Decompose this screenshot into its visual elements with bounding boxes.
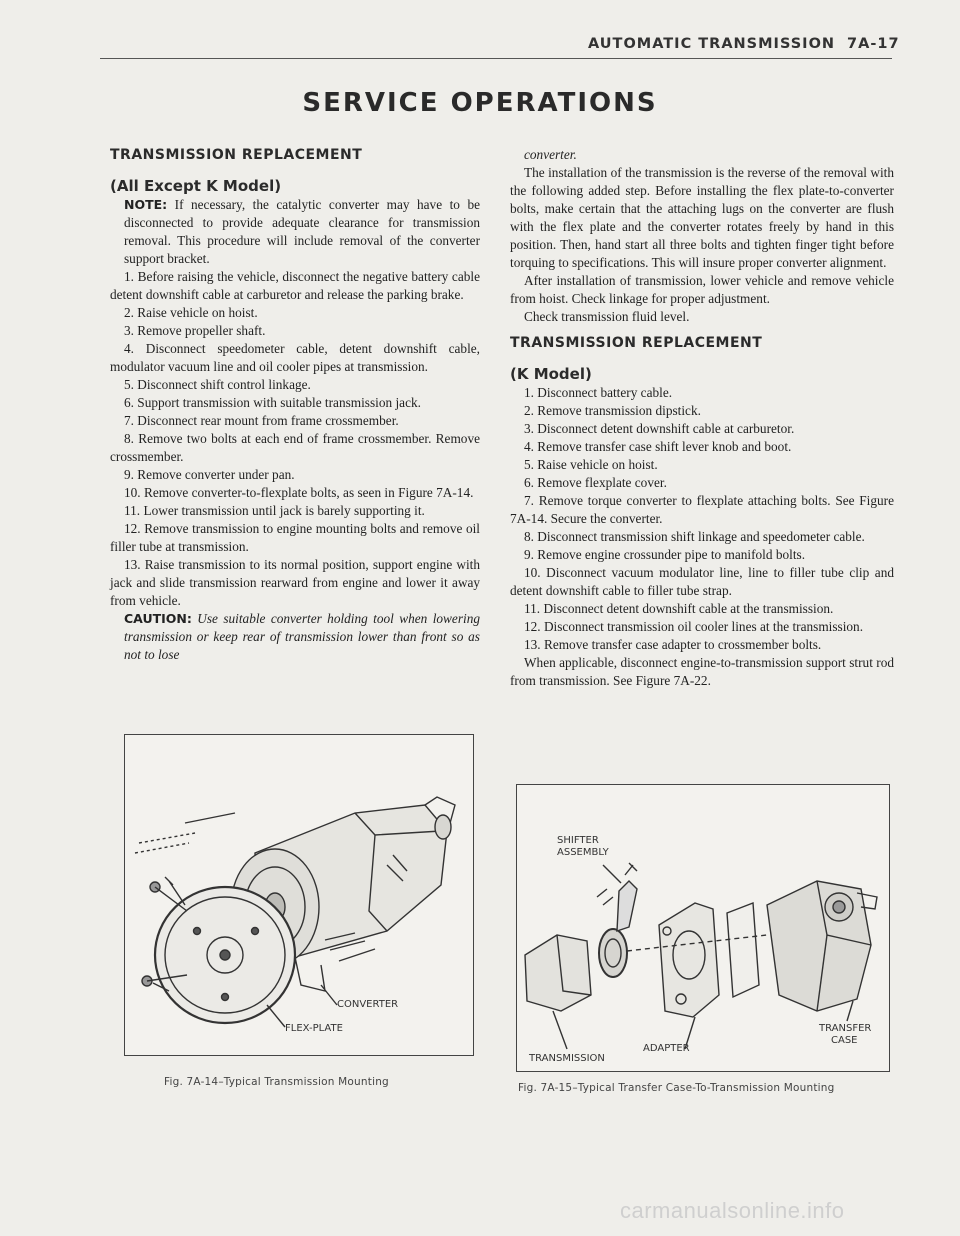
step: 11. Lower transmission until jack is barely supporting it. — [124, 503, 425, 518]
callout-transfer-line2: CASE — [831, 1035, 858, 1046]
step: 3. Remove propeller shaft. — [124, 323, 266, 338]
running-head — [588, 36, 900, 52]
step: 9. Remove engine crossunder pipe to manifold bolts. — [524, 547, 806, 562]
callout-transfer-line1: TRANSFER — [819, 1023, 872, 1034]
note-label: NOTE: — [124, 197, 168, 212]
step: 13. Remove transfer case adapter to crossmember bolts. — [524, 637, 822, 652]
step: 1. Before raising the vehicle, disconnect the negative battery cable detent downshift cable at carburetor and release the parking brake. — [110, 269, 480, 302]
step: 2. Raise vehicle on hoist. — [124, 305, 258, 320]
header-rule — [100, 58, 892, 59]
watermark: carmanualsonline.info — [620, 1198, 845, 1223]
check-fluid-paragraph: Check transmission fluid level. — [524, 309, 690, 324]
callout-converter: CONVERTER — [337, 999, 399, 1010]
step: 10. Disconnect vacuum modulator line, line to filler tube clip and detent downshift cable to filler tube strap. — [510, 565, 894, 598]
applicable-paragraph: When applicable, disconnect engine-to-transmission support strut rod from transmission. See Figure 7A-22. — [510, 655, 894, 688]
step: 12. Remove transmission to engine mounting bolts and remove oil filler tube at transmission. — [110, 521, 480, 554]
continued-text: converter. — [524, 147, 577, 162]
running-head-title: AUTOMATIC TRANSMISSION — [588, 36, 836, 52]
step: 8. Disconnect transmission shift linkage and speedometer cable. — [524, 529, 865, 544]
step: 5. Disconnect shift control linkage. — [124, 377, 311, 392]
step: 6. Remove flexplate cover. — [524, 475, 667, 490]
step: 1. Disconnect battery cable. — [524, 385, 673, 400]
step: 4. Disconnect speedometer cable, detent downshift cable, modulator vacuum line and oil cooler pipes at transmission. — [110, 341, 480, 374]
page-title: SERVICE OPERATIONS — [302, 88, 658, 118]
step: 2. Remove transmission dipstick. — [524, 403, 701, 418]
figure-transmission-mounting — [124, 734, 474, 1056]
step: 5. Raise vehicle on hoist. — [524, 457, 658, 472]
step: 7. Disconnect rear mount from frame crossmember. — [124, 413, 399, 428]
step: 7. Remove torque converter to flexplate attaching bolts. See Figure 7A-14. Secure the converter. — [510, 493, 894, 526]
callout-adapter: ADAPTER — [643, 1043, 690, 1054]
callout-transmission: TRANSMISSION — [529, 1053, 605, 1064]
step: 13. Raise transmission to its normal position, support engine with jack and slide transmission rearward from engine and lower it away from vehicle. — [110, 557, 480, 608]
section-heading: TRANSMISSION REPLACEMENT — [110, 147, 363, 163]
right-column — [510, 146, 894, 690]
section-subheading: (All Except K Model) — [110, 177, 282, 195]
section-subheading-k: (K Model) — [510, 365, 592, 383]
step: 6. Support transmission with suitable transmission jack. — [124, 395, 421, 410]
step: 10. Remove converter-to-flexplate bolts, as seen in Figure 7A-14. — [124, 485, 474, 500]
note-text: If necessary, the catalytic converter may have to be disconnected to provide adequate clearance for transmission removal. This procedure will include removal of the converter support bracket. — [124, 197, 480, 266]
callout-flexplate: FLEX-PLATE — [285, 1023, 343, 1034]
left-column — [110, 146, 480, 664]
figure-caption-7a-15: Fig. 7A-15–Typical Transfer Case-To-Transmission Mounting — [518, 1082, 835, 1094]
callout-shifter-line1: SHIFTER — [557, 835, 599, 846]
step: 8. Remove two bolts at each end of frame crossmember. Remove crossmember. — [110, 431, 480, 464]
step: 9. Remove converter under pan. — [124, 467, 295, 482]
figure-caption-7a-14: Fig. 7A-14–Typical Transmission Mounting — [164, 1076, 389, 1088]
figure-transfer-case-mounting — [516, 784, 890, 1072]
step: 11. Disconnect detent downshift cable at the transmission. — [524, 601, 834, 616]
step: 12. Disconnect transmission oil cooler lines at the transmission. — [524, 619, 864, 634]
step: 4. Remove transfer case shift lever knob and boot. — [524, 439, 792, 454]
transmission-illustration — [125, 735, 473, 1055]
section-heading-k: TRANSMISSION REPLACEMENT — [510, 335, 763, 351]
after-install-paragraph: After installation of transmission, lower vehicle and remove vehicle from hoist. Check linkage for proper adjustment. — [510, 273, 894, 306]
caution-label: CAUTION: — [124, 611, 192, 626]
page-number: 7A-17 — [847, 36, 900, 52]
install-paragraph: The installation of the transmission is the reverse of the removal with the following added step. Before installing the flex plate-to-converter bolts, make certain that the attaching lugs on the converter are flush with the flex plate and the converter rotates freely by hand in this position. Then, hand start all three bolts and tighten finger tight before torquing to specifications. This will insure proper converter alignment. — [510, 165, 894, 270]
caution-text: Use suitable converter holding tool when lowering transmission or keep rear of transmission lower than front so as not to lose — [124, 611, 480, 662]
note-paragraph — [110, 196, 480, 268]
caution-paragraph — [110, 610, 480, 664]
step: 3. Disconnect detent downshift cable at carburetor. — [524, 421, 795, 436]
callout-shifter-line2: ASSEMBLY — [557, 847, 609, 858]
